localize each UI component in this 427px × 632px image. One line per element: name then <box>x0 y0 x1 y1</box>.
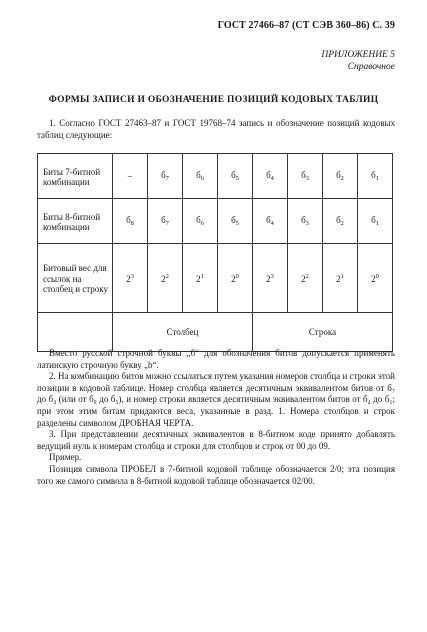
bit-cell <box>253 154 288 199</box>
bit-subscript: 6 <box>200 220 204 227</box>
bit-cell <box>183 154 218 199</box>
bit-cell <box>183 244 218 313</box>
bit-base: б <box>161 170 166 180</box>
bit-cell <box>218 154 253 199</box>
bit-cell <box>113 154 148 199</box>
bit-cell <box>218 244 253 313</box>
group-label-column: Столбец <box>113 313 253 352</box>
bit-base: б <box>196 170 201 180</box>
bit-subscript: 1 <box>375 175 379 182</box>
appendix-subtitle: Справочное <box>347 62 395 72</box>
group-label-row: Строка <box>253 313 393 352</box>
bit-subscript: 5 <box>235 175 239 182</box>
bit-base: 2 <box>301 273 306 284</box>
bit-subscript: 6 <box>200 175 204 182</box>
bit-cell <box>323 244 358 313</box>
bit-base: 2 <box>336 273 341 284</box>
bit-base: б <box>231 170 236 180</box>
bit-base: 2 <box>126 273 131 284</box>
bit-cell <box>323 154 358 199</box>
bit-cell <box>358 244 393 313</box>
bit-base: б <box>301 170 306 180</box>
bit-cell <box>288 199 323 244</box>
bit-exponent: 3 <box>270 272 274 280</box>
bit-base: б <box>371 215 376 225</box>
bit-subscript: 3 <box>305 175 309 182</box>
bit-subscript: 4 <box>270 220 274 227</box>
bit-base: – <box>127 171 133 181</box>
bit-subscript: 3 <box>305 220 309 227</box>
bit-exponent: 1 <box>200 272 204 280</box>
table-row <box>38 244 393 313</box>
paragraph: 2. На комбинацию битов можно ссылаться путем указания номеров столбца и строки этой позиции в кодовой таблице. Номер столбца является десятичным эквивалентом битов от б₇ до б₄ (или от б₈ до б₅), и номер строки является десятичным эквивалентом битов от б₄ до б₁; при этом этим битам придаются веса, указанные в разд. 1. Номера столбцов и строк разделены символом ДРОБНАЯ ЧЕРТА. <box>37 371 395 428</box>
bit-base: б <box>371 170 376 180</box>
row-label: Битовый вес для ссылок на столбец и строку <box>38 244 113 313</box>
bit-exponent: 1 <box>340 272 344 280</box>
row-label: Биты 7-битной комбинации <box>38 154 113 199</box>
body-text <box>37 348 395 487</box>
bit-subscript: 7 <box>165 175 169 182</box>
bit-cell <box>253 199 288 244</box>
bit-base: 2 <box>196 273 201 284</box>
section-title: ФОРМЫ ЗАПИСИ И ОБОЗНАЧЕНИЕ ПОЗИЦИЙ КОДОВЫХ ТАБЛИЦ <box>48 95 379 105</box>
bit-base: б <box>266 170 271 180</box>
bit-base: 2 <box>161 273 166 284</box>
bit-cell <box>218 199 253 244</box>
table-row <box>38 199 393 244</box>
bit-exponent: 3 <box>130 272 134 280</box>
intro-paragraph: 1. Согласно ГОСТ 27463–87 и ГОСТ 19768–74 запись и обозначение позиций кодовых таблиц следующие: <box>37 118 395 140</box>
bit-base: б <box>336 170 341 180</box>
bit-cell <box>148 244 183 313</box>
bit-base: б <box>301 215 306 225</box>
paragraph: Позиция символа ПРОБЕЛ в 7-битной кодовой таблице обозначается 2/0; эта позиция того же самого символа в 8-битной кодовой таблице обозначается 02/00. <box>37 463 395 486</box>
bit-exponent: 0 <box>375 272 379 280</box>
bit-cell <box>358 154 393 199</box>
bit-cell <box>253 244 288 313</box>
group-row <box>38 313 393 352</box>
example-label: Пример. <box>49 452 82 463</box>
bit-exponent: 2 <box>165 272 169 280</box>
bit-subscript: 8 <box>130 220 134 227</box>
paragraph: Вместо русской строчной буквы „б“ для обозначения битов допускается применять латинскую строчную букву „b“. <box>37 348 395 370</box>
bit-cell <box>148 199 183 244</box>
bit-base: б <box>126 215 131 225</box>
code-table <box>37 153 393 352</box>
bit-base: б <box>231 215 236 225</box>
bit-cell <box>323 199 358 244</box>
bit-cell <box>113 244 148 313</box>
bit-subscript: 1 <box>375 220 379 227</box>
bit-exponent: 0 <box>235 272 239 280</box>
bit-subscript: 4 <box>270 175 274 182</box>
bit-base: б <box>196 215 201 225</box>
bit-subscript: 7 <box>165 220 169 227</box>
bit-base: б <box>336 215 341 225</box>
bit-cell <box>288 154 323 199</box>
bit-subscript: 2 <box>340 175 344 182</box>
bit-base: б <box>161 215 166 225</box>
bit-cell <box>288 244 323 313</box>
bit-cell <box>358 199 393 244</box>
bit-exponent: 2 <box>305 272 309 280</box>
table-row <box>38 154 393 199</box>
bit-base: 2 <box>371 273 376 284</box>
bit-base: б <box>266 215 271 225</box>
row-label: Биты 8-битной комбинации <box>38 199 113 244</box>
page-header: ГОСТ 27466–87 (СТ СЭВ 360–86) С. 39 <box>217 20 395 31</box>
bit-cell <box>183 199 218 244</box>
bit-cell <box>148 154 183 199</box>
bit-base: 2 <box>266 273 271 284</box>
appendix-title: ПРИЛОЖЕНИЕ 5 <box>321 50 395 60</box>
bit-subscript: 5 <box>235 220 239 227</box>
bit-cell <box>113 199 148 244</box>
bit-subscript: 2 <box>340 220 344 227</box>
group-row-blank <box>38 313 113 352</box>
bit-base: 2 <box>231 273 236 284</box>
appendix-label <box>0 49 395 73</box>
paragraph: 3. При представлении десятичных эквивалентов в 8-битном коде принято добавлять ведущий нуль к номерам столбца и строки для столбцов и строк от 00 до 09. <box>37 429 395 451</box>
